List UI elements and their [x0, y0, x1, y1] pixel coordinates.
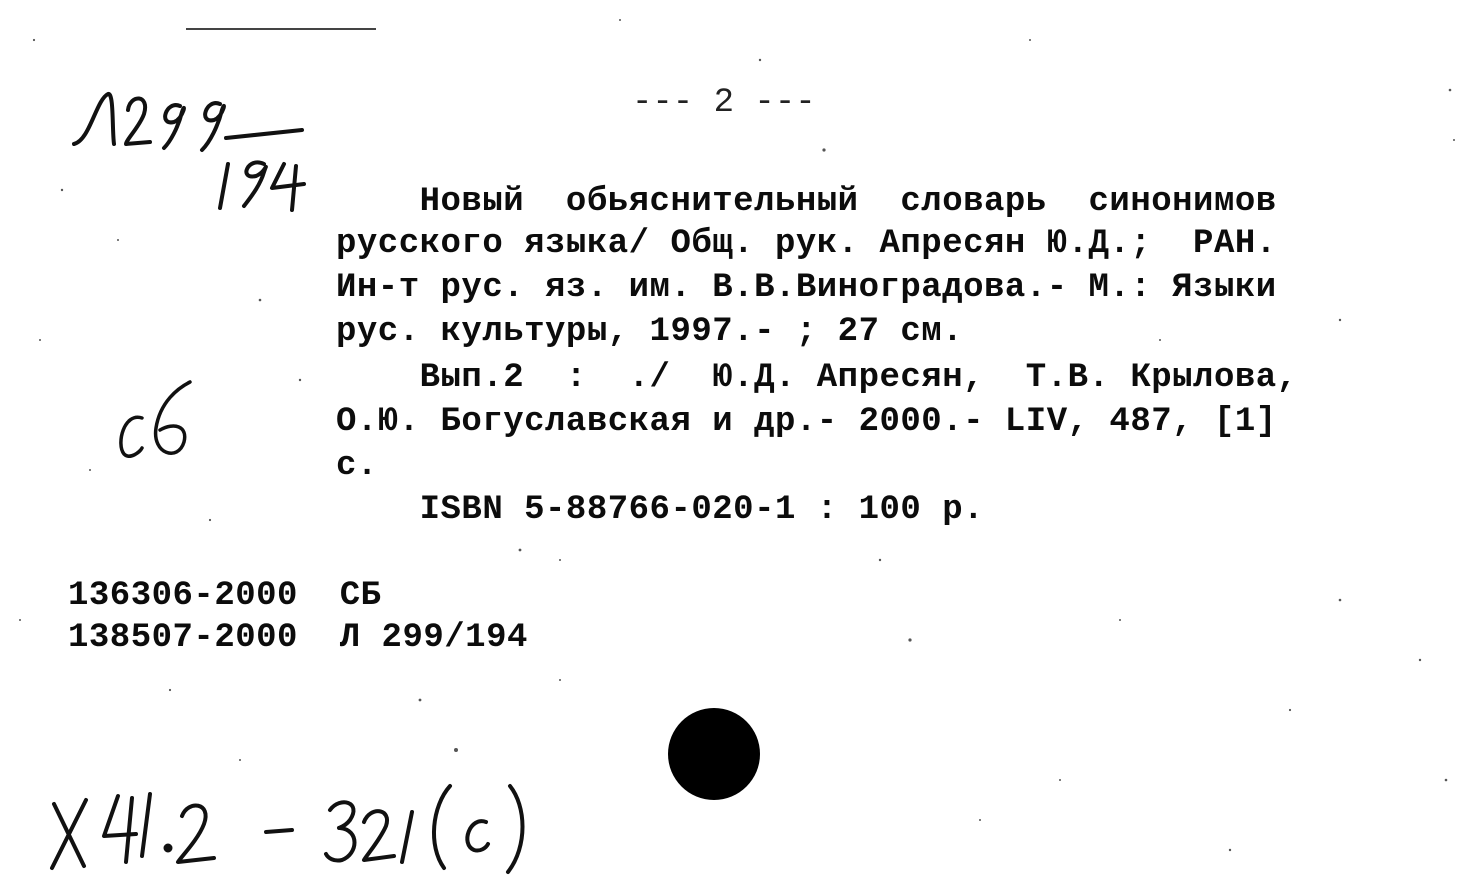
top-rule: [186, 28, 376, 30]
punch-hole: [668, 708, 760, 800]
page-marker: --- 2 ---: [632, 84, 816, 122]
entry-line-5: Вып.2 : ./ Ю.Д. Апресян, Т.В. Крылова,: [336, 359, 1298, 397]
inventory-line-1: 136306-2000 СБ: [68, 577, 382, 615]
handwritten-mark-left: [116, 378, 216, 473]
entry-line-6: О.Ю. Богуславская и др.- 2000.- LIV, 487, [1]: [336, 403, 1277, 441]
entry-line-7: с.: [336, 447, 378, 485]
handwritten-shelfmark: [70, 80, 320, 225]
handwritten-classification: [40, 750, 540, 882]
inventory-line-2: 138507-2000 Л 299/194: [68, 619, 528, 657]
entry-line-1: Новый обьяснительный словарь синонимов: [336, 183, 1277, 221]
entry-line-2: русского языка/ Общ. рук. Апресян Ю.Д.; РАН.: [336, 225, 1277, 263]
entry-line-isbn: ISBN 5-88766-020-1 : 100 р.: [336, 491, 985, 529]
entry-line-4: рус. культуры, 1997.- ; 27 см.: [336, 313, 964, 351]
entry-line-3: Ин-т рус. яз. им. В.В.Виноградова.- М.: Языки: [336, 269, 1277, 307]
